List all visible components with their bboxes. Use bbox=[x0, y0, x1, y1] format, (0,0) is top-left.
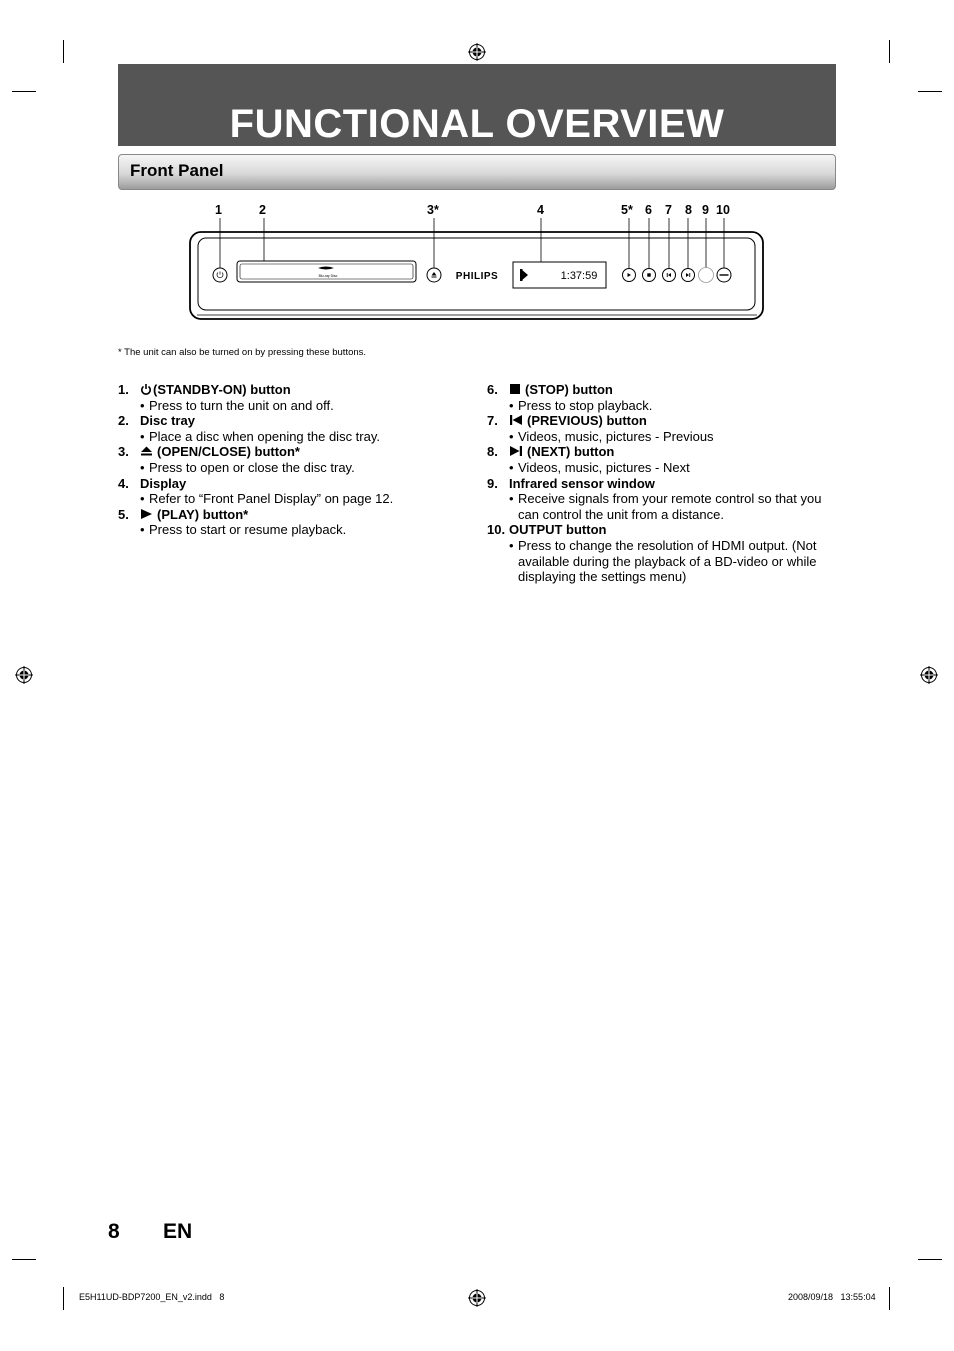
crop-mark bbox=[63, 1287, 64, 1310]
item-title: (NEXT) button bbox=[527, 444, 615, 460]
section-title: Front Panel bbox=[130, 161, 224, 180]
crop-mark bbox=[889, 1287, 890, 1310]
item-number: 1. bbox=[118, 382, 129, 397]
file-name: E5H11UD-BDP7200_EN_v2.indd 8 bbox=[79, 1292, 225, 1302]
infrared-sensor-window bbox=[699, 268, 714, 283]
item-number: 4. bbox=[118, 475, 129, 491]
stop-button[interactable] bbox=[643, 269, 656, 282]
display-time: 1:37:59 bbox=[560, 270, 598, 282]
item-description: Press to change the resolution of HDMI output. (Not available during the playback of a BD-video or while displaying the settings menu) bbox=[518, 537, 817, 585]
item-title: (OPEN/CLOSE) button* bbox=[157, 444, 300, 460]
item-description: Videos, music, pictures - Next bbox=[518, 459, 690, 475]
list-item: 7. (PREVIOUS) button • Videos, music, pictures - Previous bbox=[487, 413, 832, 444]
item-title: OUTPUT button bbox=[509, 522, 607, 538]
item-description: Receive signals from your remote control so that you can control the unit from a distance. bbox=[518, 491, 822, 522]
callout-label: 9 bbox=[702, 203, 709, 217]
registration-mark-icon bbox=[920, 666, 938, 684]
section-header bbox=[118, 154, 836, 190]
next-icon bbox=[509, 445, 523, 457]
callout-label: 4 bbox=[537, 203, 544, 217]
crop-mark bbox=[12, 1259, 36, 1260]
svg-text:Blu-ray Disc: Blu-ray Disc bbox=[318, 274, 338, 278]
callout-label: 8 bbox=[685, 203, 692, 217]
callout-label: 1 bbox=[215, 203, 222, 217]
item-description: Press to turn the unit on and off. bbox=[149, 397, 334, 413]
item-number: 6. bbox=[487, 382, 498, 397]
page-title: FUNCTIONAL OVERVIEW bbox=[229, 102, 725, 146]
front-panel-diagram bbox=[185, 218, 770, 326]
play-icon bbox=[140, 508, 153, 520]
previous-button[interactable] bbox=[663, 269, 676, 282]
crop-mark bbox=[63, 40, 64, 63]
crop-mark bbox=[918, 1259, 942, 1260]
crop-mark bbox=[12, 91, 36, 92]
crop-mark bbox=[889, 40, 890, 63]
feature-list-left bbox=[118, 382, 448, 538]
callout-label: 5* bbox=[621, 203, 633, 217]
item-number: 10. bbox=[487, 522, 506, 538]
item-title: Infrared sensor window bbox=[509, 475, 655, 491]
eject-icon bbox=[140, 445, 153, 457]
item-description: Place a disc when opening the disc tray. bbox=[149, 428, 381, 444]
registration-mark-icon bbox=[15, 666, 33, 684]
item-description: Press to open or close the disc tray. bbox=[149, 459, 355, 475]
callout-label: 6 bbox=[645, 203, 652, 217]
item-number: 3. bbox=[118, 444, 129, 460]
power-icon bbox=[140, 383, 152, 395]
item-description: Videos, music, pictures - Previous bbox=[518, 428, 714, 444]
callout-label: 10 bbox=[716, 203, 730, 217]
item-description: Press to stop playback. bbox=[518, 397, 653, 413]
open-close-button[interactable] bbox=[427, 268, 441, 282]
item-description: Press to start or resume playback. bbox=[149, 522, 347, 538]
item-description: Refer to “Front Panel Display” on page 12. bbox=[149, 491, 394, 507]
item-number: 7. bbox=[487, 413, 498, 429]
item-number: 5. bbox=[118, 506, 129, 522]
list-item: 4. Display • Refer to “Front Panel Display” on page 12. bbox=[118, 476, 448, 507]
list-item: 5. (PLAY) button* • Press to start or resume playback. bbox=[118, 507, 448, 538]
power-button[interactable] bbox=[213, 268, 227, 282]
list-item: 2. Disc tray • Place a disc when opening the disc tray. bbox=[118, 413, 448, 444]
crop-mark bbox=[918, 91, 942, 92]
disc-tray[interactable] bbox=[237, 261, 416, 282]
callout-label: 7 bbox=[665, 203, 672, 217]
registration-mark-icon bbox=[468, 1289, 486, 1307]
registration-mark-icon bbox=[468, 43, 486, 61]
stop-icon bbox=[509, 383, 521, 395]
print-timestamp: 2008/09/18 13:55:04 bbox=[788, 1292, 876, 1302]
page-header bbox=[118, 64, 836, 146]
item-title: Disc tray bbox=[140, 413, 195, 429]
callout-label: 2 bbox=[259, 203, 266, 217]
item-title: (PREVIOUS) button bbox=[527, 413, 647, 429]
list-item: 1. (STANDBY-ON) button • Press to turn the unit on and off. bbox=[118, 382, 448, 413]
list-item: 6. (STOP) button • Press to stop playback. bbox=[487, 382, 832, 413]
list-item: 9. Infrared sensor window • Receive signals from your remote control so that you can control the unit from a distance. bbox=[487, 476, 832, 523]
brand-logo: PHILIPS bbox=[455, 271, 499, 282]
item-number: 2. bbox=[118, 413, 129, 429]
list-item: 3. (OPEN/CLOSE) button* • Press to open or close the disc tray. bbox=[118, 444, 448, 475]
item-title: (PLAY) button* bbox=[157, 506, 249, 522]
page-number: 8 bbox=[108, 1220, 120, 1243]
item-number: 8. bbox=[487, 444, 498, 460]
list-item: 10. OUTPUT button • Press to change the resolution of HDMI output. (Not available during the playback of a BD-video or while displaying the settings menu) bbox=[487, 522, 832, 584]
footnote: * The unit can also be turned on by pressing these buttons. bbox=[118, 347, 367, 358]
item-number: 9. bbox=[487, 475, 498, 491]
callout-label: 3* bbox=[427, 203, 439, 217]
item-title: Display bbox=[140, 475, 187, 491]
language-label: EN bbox=[163, 1220, 193, 1243]
front-display bbox=[513, 262, 606, 288]
play-button[interactable] bbox=[623, 269, 636, 282]
output-button[interactable] bbox=[717, 268, 731, 282]
list-item: 8. (NEXT) button • Videos, music, pictures - Next bbox=[487, 444, 832, 475]
previous-icon bbox=[509, 414, 523, 426]
next-button[interactable] bbox=[682, 269, 695, 282]
feature-list-right bbox=[487, 382, 832, 585]
item-title: (STOP) button bbox=[525, 382, 613, 397]
item-title: (STANDBY-ON) button bbox=[153, 382, 291, 397]
